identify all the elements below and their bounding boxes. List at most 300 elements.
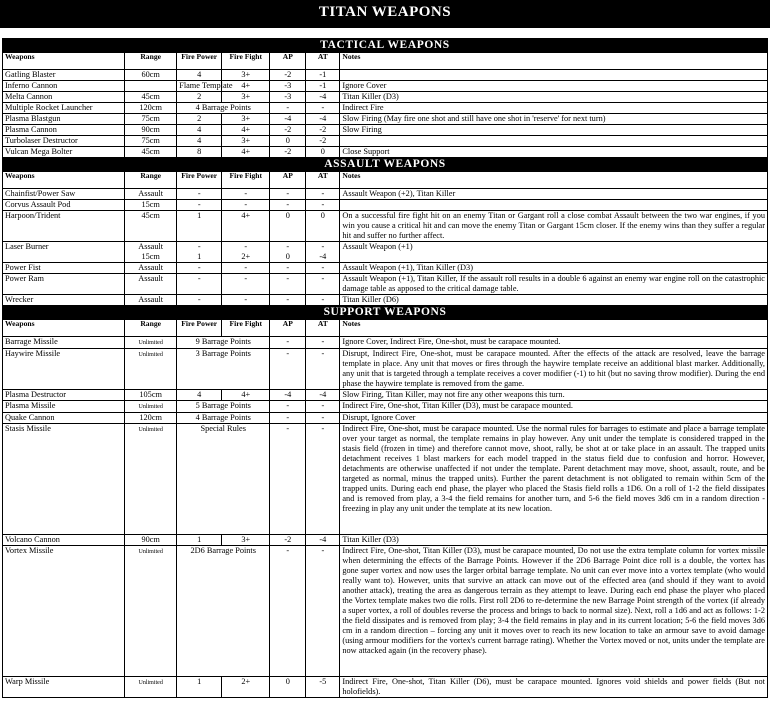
weapon-range — [125, 200, 177, 211]
ap-text: - — [286, 337, 290, 346]
weapon-name: Vulcan Mega Bolter — [3, 147, 125, 158]
weapon-name: Turbolaser Destructor — [3, 136, 125, 147]
ap-value — [270, 211, 306, 242]
fire-power-value: - — [197, 274, 201, 283]
assault-header-at: AT — [306, 172, 340, 189]
at-value — [306, 103, 340, 114]
range-value: 90cm — [141, 535, 160, 544]
fire-fight-value: - — [244, 295, 248, 304]
fire-power-value: 2 — [197, 92, 202, 101]
weapon-row — [3, 114, 768, 125]
fire-fight-value: 3+ — [241, 535, 251, 544]
weapon-notes: Indirect Fire, One-shot, Titan Killer (D3), must be carapace mounted, Do not use the extra template column for vortex missile when determining the effects of the Barrage Points. However if the 2D6 Barrage Point dice roll is a double, the vortex has gone super vortex and now uses the larger orbital barrage template. No unit can ever move into a vortex template (who would really want to). However, units that survive an attack can move out of the effected area (and should if they want to avoid another attack), treating the area as dangerous terrain as they attempt to leave. During each end phase the player who placed the Vortex template makes two die rolls. First roll 2D6 to re-determine the new Barrage Point strength of the vortex (if already a super vortex, a roll of doubles reverse the process and brings to back to normal size). Next, roll a 1d6 and act as follows: 1-2 the field dissipates and is removed from play; 3-4 the field remains in play and in its current location; 5-6 the field moves 3d6 cm in a random direction – forcing any unit it moves over to reach its new location to take an armour save to avoid damage (using armour modifiers for the vortex's current barrage rating). Whether the Vortex moved or not, units under the template are now attacked again (in the recovery phase). — [340, 546, 768, 677]
weapon-row — [3, 81, 768, 92]
fire-power — [177, 147, 222, 158]
tactical-section-label: TACTICAL WEAPONS — [3, 39, 768, 53]
weapon-name: Multiple Rocket Launcher — [3, 103, 125, 114]
fire-power: 3 Barrage Points — [177, 349, 270, 390]
weapon-row — [3, 211, 768, 242]
support-header-fire-power: Fire Power — [177, 320, 222, 337]
weapon-name: Power Ram — [3, 274, 125, 295]
ap-value — [270, 295, 306, 306]
weapon-row — [3, 103, 768, 114]
weapon-notes — [340, 136, 768, 147]
fire-fight — [222, 92, 270, 103]
assault-header-row — [3, 172, 768, 189]
weapon-range — [125, 81, 177, 92]
weapon-name: Wrecker — [3, 295, 125, 306]
weapon-row — [3, 136, 768, 147]
fire-power — [177, 125, 222, 136]
at-text: -1 — [319, 70, 327, 79]
weapon-range — [125, 677, 177, 698]
ap-text: -4 — [284, 114, 292, 123]
fire-fight-value: - — [244, 200, 248, 209]
at-value — [306, 401, 340, 413]
ap-text: - — [286, 263, 290, 272]
at-value — [306, 70, 340, 81]
support-header-row — [3, 320, 768, 337]
at-value — [306, 136, 340, 147]
weapon-notes: Assault Weapon (+1), Titan Killer, If the assault roll results in a double 6 against an enemy war engine roll on the catastrophic damage table as apposed to the critical damage table. — [340, 274, 768, 295]
fire-power: 2D6 Barrage Points — [177, 546, 270, 677]
fire-power — [177, 295, 222, 306]
fire-power-value: - — [197, 200, 201, 209]
assault-section-title — [3, 158, 768, 172]
assault-header-fire-power: Fire Power — [177, 172, 222, 189]
at-text: - — [321, 295, 325, 304]
at-value — [306, 114, 340, 125]
ap-value — [270, 103, 306, 114]
range-value: 60cm — [141, 70, 160, 79]
ap-value — [270, 114, 306, 125]
fire-power-value-alt: 1 — [197, 252, 202, 261]
tactical-header-row — [3, 53, 768, 70]
fire-power: 5 Barrage Points — [177, 401, 270, 413]
support-header-at: AT — [306, 320, 340, 337]
weapon-range — [125, 136, 177, 147]
support-section-title — [3, 306, 768, 320]
weapon-notes: Indirect Fire, One-shot, Titan Killer (D3), must be carapace mounted. — [340, 401, 768, 413]
fire-fight — [222, 189, 270, 200]
ap-text: - — [286, 401, 290, 410]
fire-fight — [222, 200, 270, 211]
fire-power-value: 4 — [197, 125, 202, 134]
fire-fight-value: 4+ — [241, 125, 251, 134]
assault-header-weapons: Weapons — [3, 172, 125, 189]
tactical-header-fire-fight: Fire Fight — [222, 53, 270, 70]
ap-text: 0 — [285, 136, 290, 145]
ap-value — [270, 546, 306, 677]
at-value — [306, 413, 340, 424]
weapon-notes — [340, 70, 768, 81]
weapon-range — [125, 546, 177, 677]
weapon-name: Stasis Missile — [3, 424, 125, 535]
weapon-notes: Ignore Cover — [340, 81, 768, 92]
at-value — [306, 390, 340, 401]
ap-text: -4 — [284, 390, 292, 399]
fire-fight — [222, 535, 270, 546]
weapon-row — [3, 125, 768, 136]
range-value: Unlimited — [138, 680, 163, 686]
fire-fight-value: 3+ — [241, 70, 251, 79]
at-text: -4 — [319, 390, 327, 399]
fire-power-value: 8 — [197, 147, 202, 156]
range-value: 75cm — [141, 114, 160, 123]
fire-power-value: - — [197, 263, 201, 272]
weapon-range — [125, 125, 177, 136]
weapon-name: Gatling Blaster — [3, 70, 125, 81]
fire-power: 4 Barrage Points — [177, 103, 270, 114]
weapon-range — [125, 390, 177, 401]
fire-fight-value: - — [244, 242, 248, 251]
weapon-row — [3, 535, 768, 546]
ap-value — [270, 242, 306, 263]
ap-text: -3 — [284, 92, 292, 101]
fire-fight — [222, 147, 270, 158]
at-value — [306, 274, 340, 295]
ap-text: - — [286, 546, 290, 555]
range-value: Assault — [138, 242, 164, 251]
fire-power-value: 4 — [197, 70, 202, 79]
ap-text: -2 — [284, 125, 292, 134]
ap-text: - — [286, 200, 290, 209]
weapon-range — [125, 274, 177, 295]
at-value — [306, 535, 340, 546]
ap-value — [270, 349, 306, 390]
support-section-label: SUPPORT WEAPONS — [3, 306, 768, 320]
fire-power-value: 4 — [197, 390, 202, 399]
ap-value — [270, 81, 306, 92]
weapon-range — [125, 70, 177, 81]
tactical-header-ap: AP — [270, 53, 306, 70]
fire-fight-value: 3+ — [241, 92, 251, 101]
fire-power — [177, 136, 222, 147]
weapon-notes: Disrupt, Ignore Cover — [340, 413, 768, 424]
range-value: Unlimited — [138, 427, 163, 433]
tactical-section-title — [3, 39, 768, 53]
fire-fight-value: 3+ — [241, 136, 251, 145]
assault-header-fire-fight: Fire Fight — [222, 172, 270, 189]
fire-fight-value: 3+ — [241, 114, 251, 123]
fire-fight — [222, 136, 270, 147]
support-header-ap: AP — [270, 320, 306, 337]
at-text-alt: -4 — [319, 252, 327, 261]
fire-fight-value-alt: 2+ — [241, 252, 251, 261]
fire-power — [177, 535, 222, 546]
ap-value — [270, 147, 306, 158]
range-value: Assault — [138, 263, 164, 272]
fire-power-value: 1 — [197, 677, 202, 686]
range-value: Unlimited — [138, 340, 163, 346]
weapon-name: Chainfist/Power Saw — [3, 189, 125, 200]
tactical-header-weapons: Weapons — [3, 53, 125, 70]
weapon-row — [3, 274, 768, 295]
fire-power: 4 Barrage Points — [177, 413, 270, 424]
ap-text: - — [286, 274, 290, 283]
at-text: -4 — [319, 535, 327, 544]
range-value-alt: 15cm — [141, 252, 160, 261]
weapon-name: Quake Cannon — [3, 413, 125, 424]
weapon-range — [125, 211, 177, 242]
weapon-range — [125, 337, 177, 349]
weapon-notes: On a successful fire fight hit on an enemy Titan or Gargant roll a close combat Assault between the two war engines, if you win you cause a critical hit and can move the enemy Titan or Gargant 15cm closer. If the enemy wins than they suffer a regular hit and suffer no further affect. — [340, 211, 768, 242]
ap-value — [270, 189, 306, 200]
at-text: - — [321, 401, 325, 410]
support-header-range: Range — [125, 320, 177, 337]
fire-power — [177, 390, 222, 401]
at-value — [306, 295, 340, 306]
fire-fight-value: 4+ — [241, 390, 251, 399]
weapon-name: Plasma Blastgun — [3, 114, 125, 125]
weapon-name: Plasma Cannon — [3, 125, 125, 136]
at-text: 0 — [320, 211, 325, 220]
weapon-notes: Assault Weapon (+1) — [340, 242, 768, 263]
at-text: -4 — [319, 92, 327, 101]
fire-power-value: 1 — [197, 211, 202, 220]
weapon-range — [125, 349, 177, 390]
ap-value — [270, 401, 306, 413]
tactical-header-range: Range — [125, 53, 177, 70]
ap-text: - — [286, 242, 290, 251]
fire-power — [177, 114, 222, 125]
weapon-row — [3, 70, 768, 81]
fire-fight — [222, 125, 270, 136]
weapon-row — [3, 92, 768, 103]
fire-power — [177, 70, 222, 81]
weapon-notes: Titan Killer (D3) — [340, 92, 768, 103]
fire-fight-value: - — [244, 189, 248, 198]
at-value — [306, 337, 340, 349]
at-value — [306, 200, 340, 211]
weapon-notes: Assault Weapon (+2), Titan Killer — [340, 189, 768, 200]
weapon-row — [3, 295, 768, 306]
ap-value — [270, 70, 306, 81]
ap-text: - — [286, 295, 290, 304]
fire-fight — [222, 70, 270, 81]
at-value — [306, 349, 340, 390]
at-text: -5 — [319, 677, 327, 686]
at-text: - — [321, 189, 325, 198]
ap-text: - — [286, 103, 290, 112]
fire-power-value: - — [197, 189, 201, 198]
assault-section-label: ASSAULT WEAPONS — [3, 158, 768, 172]
range-value: Unlimited — [138, 404, 163, 410]
fire-power: Special Rules — [177, 424, 270, 535]
weapon-range — [125, 263, 177, 274]
assault-header-range: Range — [125, 172, 177, 189]
tactical-header-at: AT — [306, 53, 340, 70]
support-header-notes: Notes — [340, 320, 768, 337]
weapon-range — [125, 295, 177, 306]
weapon-name: Volcano Cannon — [3, 535, 125, 546]
weapon-row — [3, 263, 768, 274]
weapon-row — [3, 189, 768, 200]
fire-power: Flame Template — [177, 81, 222, 92]
range-value: Assault — [138, 189, 164, 198]
range-value: 105cm — [139, 390, 162, 399]
weapon-name: Haywire Missile — [3, 349, 125, 390]
support-header-fire-fight: Fire Fight — [222, 320, 270, 337]
support-header-weapons: Weapons — [3, 320, 125, 337]
fire-power: 9 Barrage Points — [177, 337, 270, 349]
weapon-row — [3, 546, 768, 677]
range-value: 75cm — [141, 136, 160, 145]
ap-value — [270, 677, 306, 698]
range-value: Assault — [138, 295, 164, 304]
range-value: 45cm — [141, 92, 160, 101]
at-text: - — [321, 263, 325, 272]
weapon-notes: Disrupt, Indirect Fire, One-shot, must be carapace mounted. After the effects of the attack are resolved, leave the barrage template in place. Any unit that moves or fires through the haywire template receive an additional blast marker. Additionally, any unit that is targeted through a template receives a cover modifier (-1) to hit (but no saving throw modifier). During the end phase the haywire template is removed from the game. — [340, 349, 768, 390]
weapon-notes: Close Support — [340, 147, 768, 158]
weapon-name: Barrage Missile — [3, 337, 125, 349]
ap-value — [270, 337, 306, 349]
at-value — [306, 546, 340, 677]
weapon-notes: Indirect Fire, One-shot, Titan Killer (D6), must be carapace mounted. Ignores void shields and power fields (But not holofields). — [340, 677, 768, 698]
weapon-name: Plasma Missile — [3, 401, 125, 413]
fire-power-value: 1 — [197, 535, 202, 544]
weapon-range — [125, 189, 177, 200]
tactical-header-notes: Notes — [340, 53, 768, 70]
at-text: - — [321, 103, 325, 112]
weapon-row — [3, 349, 768, 390]
weapon-range — [125, 147, 177, 158]
assault-header-notes: Notes — [340, 172, 768, 189]
weapon-name: Inferno Cannon — [3, 81, 125, 92]
fire-power-value: - — [197, 242, 201, 251]
weapon-range — [125, 242, 177, 263]
fire-fight — [222, 677, 270, 698]
page-title: TITAN WEAPONS — [0, 0, 770, 28]
weapon-range — [125, 103, 177, 114]
weapons-table — [2, 38, 768, 698]
weapon-notes: Indirect Fire — [340, 103, 768, 114]
fire-fight — [222, 263, 270, 274]
fire-power — [177, 677, 222, 698]
at-text: -4 — [319, 114, 327, 123]
range-value: 45cm — [141, 147, 160, 156]
ap-text: - — [286, 424, 290, 433]
ap-text: -2 — [284, 535, 292, 544]
at-value — [306, 211, 340, 242]
weapon-row — [3, 242, 768, 263]
ap-value — [270, 390, 306, 401]
range-value: 90cm — [141, 125, 160, 134]
range-value: 120cm — [139, 413, 162, 422]
weapon-notes — [340, 200, 768, 211]
weapon-row — [3, 337, 768, 349]
range-value: Assault — [138, 274, 164, 283]
assault-header-ap: AP — [270, 172, 306, 189]
fire-power — [177, 200, 222, 211]
at-value — [306, 189, 340, 200]
weapon-name: Vortex Missile — [3, 546, 125, 677]
at-value — [306, 263, 340, 274]
at-value — [306, 242, 340, 263]
at-text: - — [321, 349, 325, 358]
range-value: Unlimited — [138, 549, 163, 555]
range-value: 120cm — [139, 103, 162, 112]
weapon-row — [3, 200, 768, 211]
weapon-name: Harpoon/Trident — [3, 211, 125, 242]
fire-power — [177, 189, 222, 200]
fire-power-value: 4 — [197, 136, 202, 145]
fire-fight — [222, 211, 270, 242]
weapon-notes: Indirect Fire, One-shot, must be carapace mounted. Use the normal rules for barrages to estimate and place a barrage template over your target as normal, the template remains in play however. Any unit under the template is considered trapped in the stasis field (frozen in time) and therefore cannot move, shoot, rally, be shot at or take place in an assault. The trapped units detachment receives 1 blast markers for each model trapped in the status field due to confusion and horror. However, detachments are otherwise unaffected if not under the template. Parent detachment may move, shoot, assault, route, and be targeted as normal, minus the trapped units). Further the parent detachment is not obligated to remain within 5cm of the trapped units. During each end phase, the player who placed the Stasis field rolls a 1D6. On a roll of 1-2 the field dissipates and is removed from play, a 3-4 the field remains for another turn, and 5-6 the field moves 3d6 cm in a random direction - freezing in play any unit under the template at its new location. — [340, 424, 768, 535]
ap-value — [270, 125, 306, 136]
weapon-notes: Assault Weapon (+1), Titan Killer (D3) — [340, 263, 768, 274]
weapon-range — [125, 413, 177, 424]
ap-value — [270, 92, 306, 103]
ap-value — [270, 413, 306, 424]
ap-text: 0 — [285, 211, 290, 220]
ap-text: - — [286, 349, 290, 358]
ap-text: -3 — [284, 81, 292, 90]
at-text: -2 — [319, 125, 327, 134]
at-text: - — [321, 337, 325, 346]
fire-power-value: - — [197, 295, 201, 304]
at-text: 0 — [320, 147, 325, 156]
ap-value — [270, 200, 306, 211]
tactical-header-fire-power: Fire Power — [177, 53, 222, 70]
fire-fight: 4+ — [222, 81, 270, 92]
weapon-name: Power Fist — [3, 263, 125, 274]
at-value — [306, 92, 340, 103]
fire-fight — [222, 114, 270, 125]
range-value: 45cm — [141, 211, 160, 220]
weapon-row — [3, 413, 768, 424]
fire-fight — [222, 274, 270, 295]
weapon-range — [125, 535, 177, 546]
ap-text: - — [286, 189, 290, 198]
fire-fight-value: - — [244, 274, 248, 283]
at-value — [306, 81, 340, 92]
range-value: Unlimited — [138, 352, 163, 358]
weapon-name: Laser Burner — [3, 242, 125, 263]
fire-fight-value: - — [244, 263, 248, 272]
weapon-notes: Slow Firing — [340, 125, 768, 136]
fire-power-value: 2 — [197, 114, 202, 123]
at-text: - — [321, 274, 325, 283]
weapon-name: Plasma Destructor — [3, 390, 125, 401]
weapon-row — [3, 147, 768, 158]
weapon-notes: Ignore Cover, Indirect Fire, One-shot, must be carapace mounted. — [340, 337, 768, 349]
weapon-range — [125, 92, 177, 103]
at-value — [306, 424, 340, 535]
weapon-notes: Slow Firing (May fire one shot and still have one shot in 'reserve' for next turn) — [340, 114, 768, 125]
fire-fight-value: 4+ — [241, 147, 251, 156]
at-value — [306, 677, 340, 698]
ap-text: -2 — [284, 147, 292, 156]
at-text: - — [321, 424, 325, 433]
weapon-row — [3, 390, 768, 401]
weapon-name: Warp Missile — [3, 677, 125, 698]
ap-text: 0 — [285, 677, 290, 686]
weapon-row — [3, 677, 768, 698]
weapon-range — [125, 114, 177, 125]
weapon-row — [3, 401, 768, 413]
at-text: - — [321, 200, 325, 209]
weapon-notes: Titan Killer (D6) — [340, 295, 768, 306]
ap-value — [270, 424, 306, 535]
at-value — [306, 125, 340, 136]
ap-value — [270, 136, 306, 147]
ap-text: - — [286, 413, 290, 422]
fire-power — [177, 274, 222, 295]
ap-value — [270, 274, 306, 295]
weapon-name: Corvus Assault Pod — [3, 200, 125, 211]
fire-fight-value: 4+ — [241, 211, 251, 220]
